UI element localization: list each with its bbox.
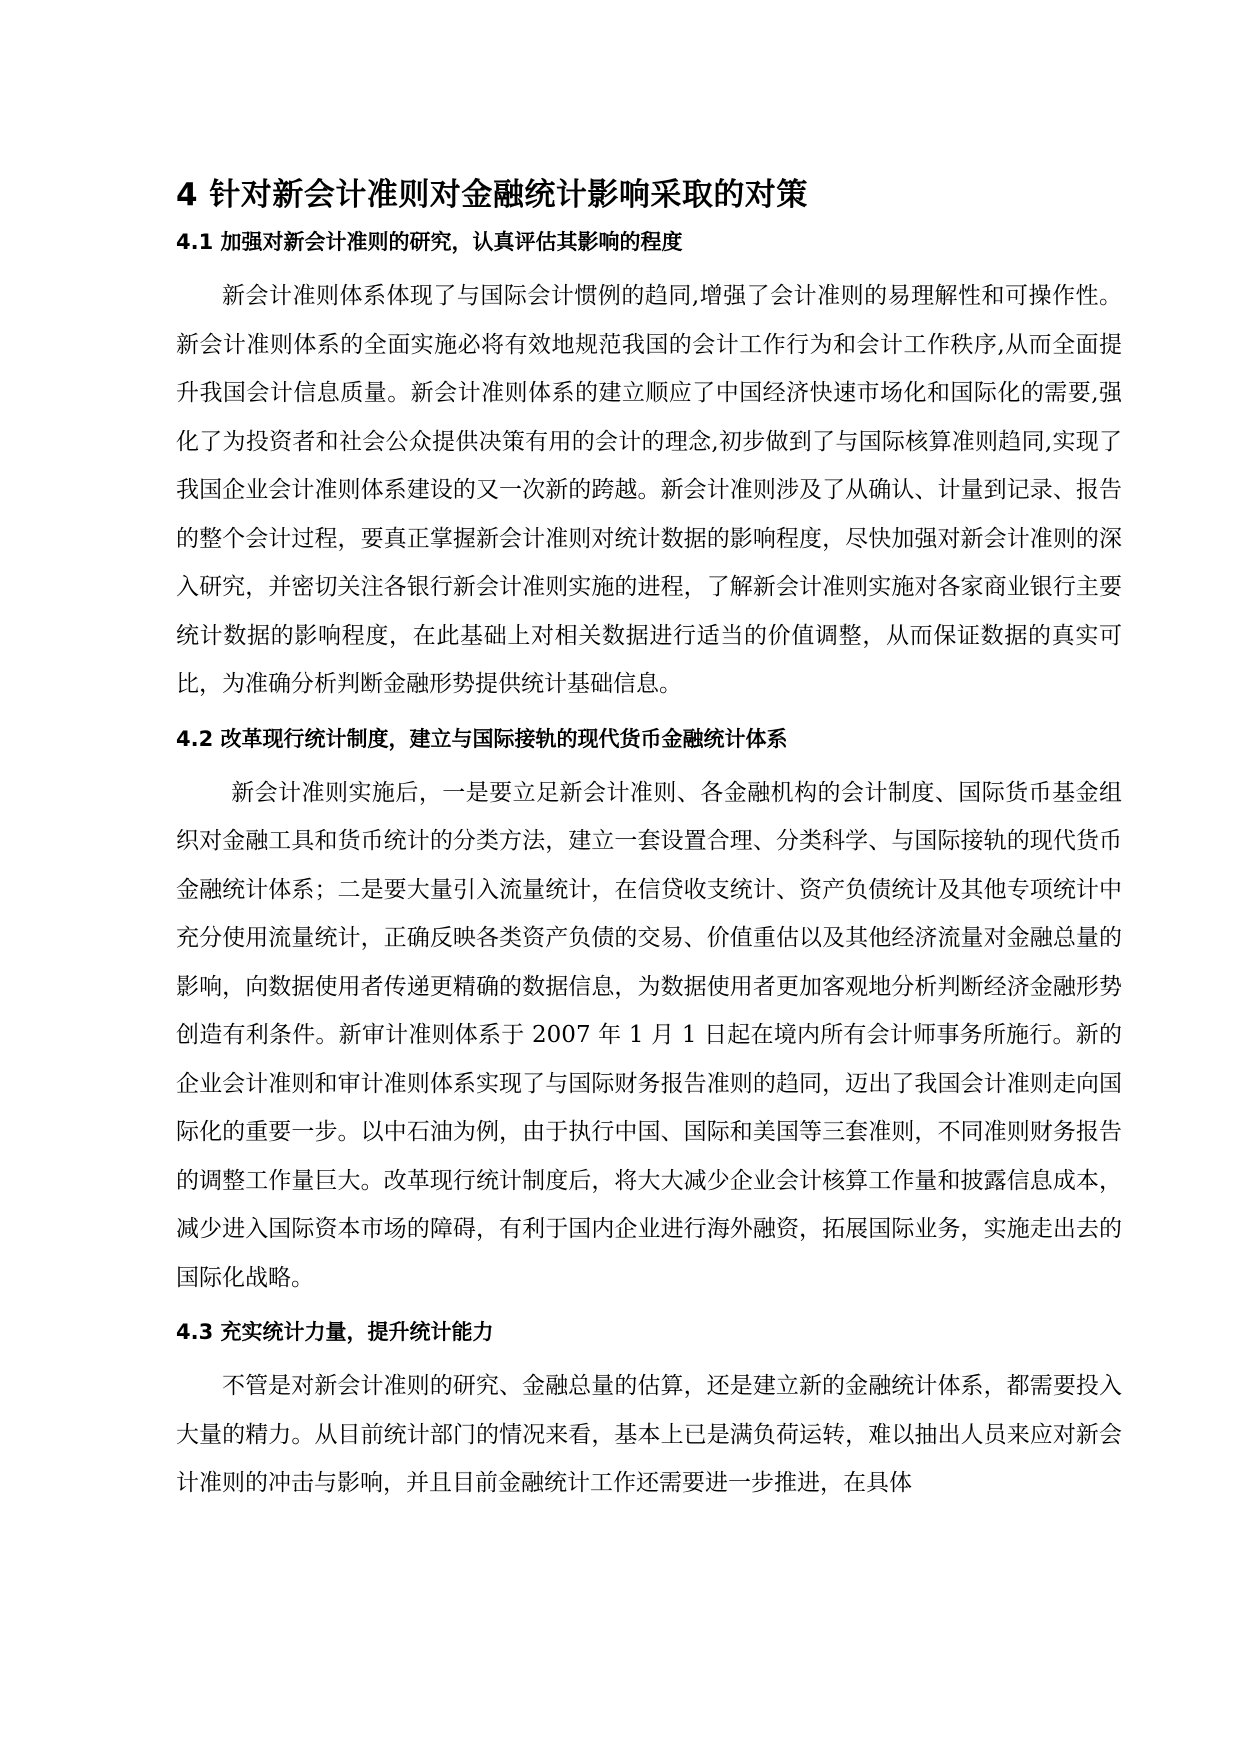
section-heading: 4.3 充实统计力量，提升统计能力	[176, 1320, 494, 1344]
section-paragraph: 不管是对新会计准则的研究、金融总量的估算，还是建立新的金融统计体系，都需要投入大量的精力。从目前统计部门的情况来看，基本上已是满负荷运转，难以抽出人员来应对新会计准则的冲击与影响，并且目前金融统计工作还需要进一步推进，在具体	[176, 1373, 1122, 1496]
section-heading: 4.2 改革现行统计制度，建立与国际接轨的现代货币金融统计体系	[176, 726, 788, 751]
section-4-2	[176, 721, 1122, 1303]
section-paragraph: 新会计准则体系体现了与国际会计惯例的趋同,增强了会计准则的易理解性和可操作性。新会计准则体系的全面实施必将有效地规范我国的会计工作行为和会计工作秩序,从而全面提升我国会计信息质量。新会计准则体系的建立顺应了中国经济快速市场化和国际化的需要,强化了为投资者和社会公众提供决策有用的会计的理念,初步做到了与国际核算准则趋同,实现了我国企业会计准则体系建设的又一次新的跨越。新会计准则涉及了从确认、计量到记录、报告的整个会计过程，要真正掌握新会计准则对统计数据的影响程度，尽快加强对新会计准则的深入研究，并密切关注各银行新会计准则实施的进程，了解新会计准则实施对各家商业银行主要统计数据的影响程度，在此基础上对相关数据进行适当的价值调整，从而保证数据的真实可比，为准确分析判断金融形势提供统计基础信息。	[176, 283, 1122, 697]
section-paragraph: 新会计准则实施后，一是要立足新会计准则、各金融机构的会计制度、国际货币基金组织对金融工具和货币统计的分类方法，建立一套设置合理、分类科学、与国际接轨的现代货币金融统计体系；二是要大量引入流量统计，在信贷收支统计、资产负债统计及其他专项统计中充分使用流量统计，正确反映各类资产负债的交易、价值重估以及其他经济流量对金融总量的影响，向数据使用者传递更精确的数据信息，为数据使用者更加客观地分析判断经济金融形势创造有利条件。新审计准则体系于 2007 年 1 月 1 日起在境内所有会计师事务所施行。新的企业会计准则和审计准则体系实现了与国际财务报告准则的趋同，迈出了我国会计准则走向国际化的重要一步。以中石油为例，由于执行中国、国际和美国等三套准则，不同准则财务报告的调整工作量巨大。改革现行统计制度后，将大大减少企业会计核算工作量和披露信息成本，减少进入国际资本市场的障碍，有利于国内企业进行海外融资，拓展国际业务，实施走出去的国际化战略。	[176, 779, 1122, 1291]
section-4-3	[176, 1314, 1122, 1508]
section-heading: 4.1 加强对新会计准则的研究，认真评估其影响的程度	[176, 230, 683, 254]
chapter-title: 4 针对新会计准则对金融统计影响采取的对策	[176, 177, 808, 213]
section-4-1	[176, 224, 1122, 709]
page-content	[176, 172, 1122, 1516]
